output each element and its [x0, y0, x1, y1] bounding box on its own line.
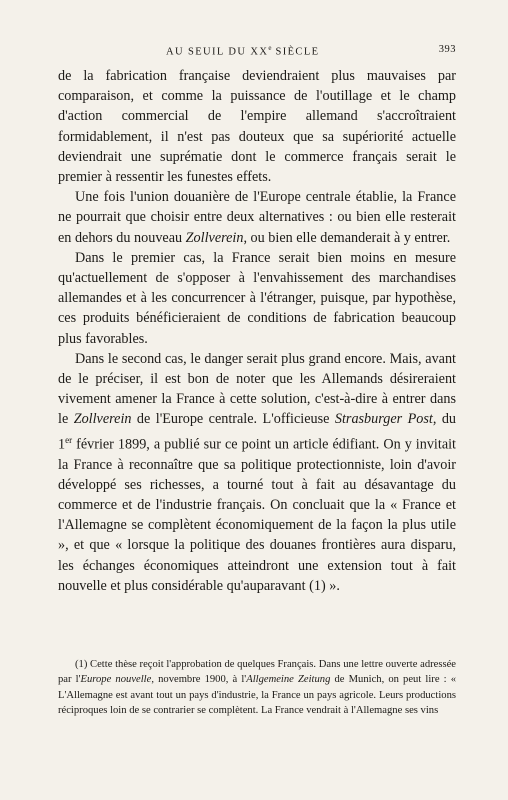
footnote-text-a: (1) Cette thèse reçoit l'approbation de quelques Français. Dans une lettre ouverte adressée par l' — [58, 659, 456, 686]
paragraph-4-italic-1: Zollverein — [73, 411, 132, 428]
footnote-text-c: de Munich, on peut lire : « L'Allemagne est avant tout un pays d'industrie, la France un pays agricole. Leurs productions réciproques loin de se contrarier se complètent. La France vendrait à l'Allemagne ses vins — [58, 674, 457, 717]
main-text — [58, 66, 456, 596]
running-head — [166, 44, 319, 58]
paragraph-4 — [58, 349, 456, 596]
paragraph-2-text-b: , ou bien elle demanderait à y entrer. — [243, 229, 451, 246]
paragraph-4-text-a: Dans le second cas, le danger serait plus grand encore. Mais, avant de le préciser, il est bon de noter que les Allemands désireraient vivement amener la France à cette solution, c'est-à-dire à entrer dans le — [58, 350, 456, 428]
footnote-text-b: , novembre 1900, à l' — [151, 674, 247, 686]
page-header — [58, 44, 456, 60]
paragraph-3: Dans le premier cas, la France serait bien moins en mesure qu'actuellement de s'opposer à l'envahissement des marchandises allemandes et à les concurrencer à l'étranger, puisque, par hypothèse, ces produits bénéficieraient de conditions de fabrication beaucoup plus favorables. — [58, 249, 456, 347]
footnote-italic-1: Europe nouvelle — [80, 674, 152, 686]
paragraph-1: de la fabrication française deviendraient plus mauvaises par comparaison, et comme la puissance de l'outillage et le champ d'action commercial de l'empire allemand s'accroîtraient formidablement, il n'est pas douteux que sa supériorité actuelle deviendrait une suprématie dont le commerce français serait le premier à ressentir les funestes effets. — [58, 68, 456, 186]
running-head-prefix: AU SEUIL DU XX — [166, 46, 269, 58]
paragraph-4-text-d: février 1899, a publié sur ce point un article édifiant. On y invitait la France à reconnaître que sa politique protectionniste, loin d'avoir développé ses richesses, a tourné tout à fait au désavantage du commerce et de l'industrie français. On concluait que la « France et l'Allemagne se complètent économiquement de la façon la plus utile », et que « lorsque la politique des douanes frontières aura disparu, les échanges économiques atteindront une extension tout à fait nouvelle et plus considérable qu'auparavant (1) ». — [58, 436, 456, 594]
paragraph-4-text-b: de l'Europe centrale. L'officieuse — [131, 411, 335, 428]
footnote-italic-2: Allgemeine Zeitung — [246, 674, 331, 686]
paragraph-2-italic: Zollverein — [185, 229, 244, 246]
paragraph-2-text-a: Une fois l'union douanière de l'Europe centrale établie, la France ne pourrait que choisir entre deux alternatives : ou bien elle resterait en dehors du nouveau — [58, 189, 456, 246]
paragraph-4-italic-2: Strasburger Post — [334, 411, 433, 428]
running-head-suffix: SIÈCLE — [271, 46, 320, 58]
footnote — [58, 657, 456, 719]
paragraph-4-text-c: , du 1 — [58, 411, 457, 453]
paragraph-4-superscript: er — [65, 434, 73, 445]
page-number: 393 — [438, 44, 456, 55]
paragraph-2 — [58, 187, 456, 248]
running-head-superscript: e — [268, 44, 272, 52]
